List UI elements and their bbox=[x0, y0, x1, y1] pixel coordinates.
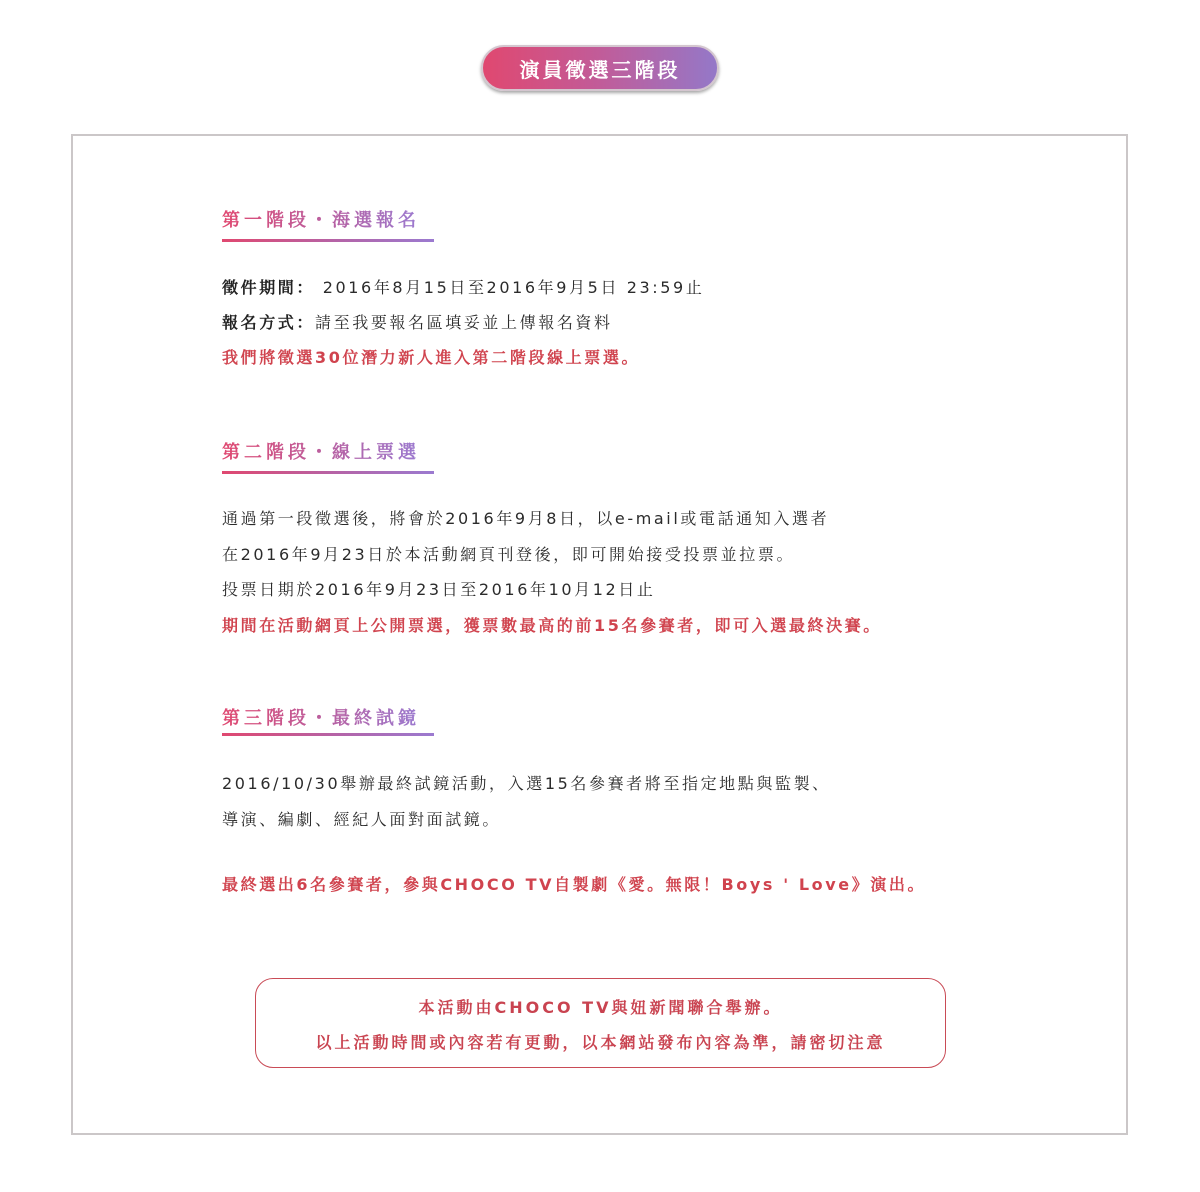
stage1-highlight: 我們將徵選30位潛力新人進入第二階段線上票選。 bbox=[222, 348, 641, 367]
stage1-period bbox=[222, 275, 704, 298]
stage2-title: 第二階段・線上票選 bbox=[222, 438, 420, 464]
stage3-underline bbox=[222, 733, 434, 736]
stage2-underline bbox=[222, 471, 434, 474]
stage2-line1: 通過第一段徵選後，將會於2016年9月8日，以e-mail或電話通知入選者 bbox=[222, 509, 830, 528]
stage3-title: 第三階段・最終試鏡 bbox=[222, 704, 420, 730]
stage1-method bbox=[222, 310, 613, 333]
page-title-badge bbox=[481, 45, 719, 91]
stage1-period-value: 2016年8月15日至2016年9月5日 23:59止 bbox=[315, 278, 705, 297]
stage1-method-value: 請至我要報名區填妥並上傳報名資料 bbox=[315, 313, 613, 332]
stage1-method-label: 報名方式： bbox=[222, 313, 316, 332]
stage2-line2: 在2016年9月23日於本活動網頁刊登後，即可開始接受投票並拉票。 bbox=[222, 545, 796, 564]
notice-box bbox=[255, 978, 946, 1068]
stage2-highlight: 期間在活動網頁上公開票選，獲票數最高的前15名參賽者，即可入選最終決賽。 bbox=[222, 616, 882, 635]
notice-line-1: 本活動由CHOCO TV與妞新聞聯合舉辦。 bbox=[418, 998, 783, 1017]
page-title: 演員徵選三階段 bbox=[519, 57, 681, 82]
notice-line-2: 以上活動時間或內容若有更動，以本網站發布內容為準，請密切注意 bbox=[315, 1033, 886, 1052]
stage1-underline bbox=[222, 239, 434, 242]
stage3-highlight: 最終選出6名參賽者，參與CHOCO TV自製劇《愛。無限！Boys ' Love》演出。 bbox=[222, 875, 927, 894]
stage2-line3: 投票日期於2016年9月23日至2016年10月12日止 bbox=[222, 580, 656, 599]
stage1-title: 第一階段・海選報名 bbox=[222, 206, 420, 232]
stage3-line1: 2016/10/30舉辦最終試鏡活動，入選15名參賽者將至指定地點與監製、 bbox=[222, 774, 831, 793]
stage3-line2: 導演、編劇、經紀人面對面試鏡。 bbox=[222, 810, 502, 829]
stage1-period-label: 徵件期間： bbox=[222, 278, 316, 297]
